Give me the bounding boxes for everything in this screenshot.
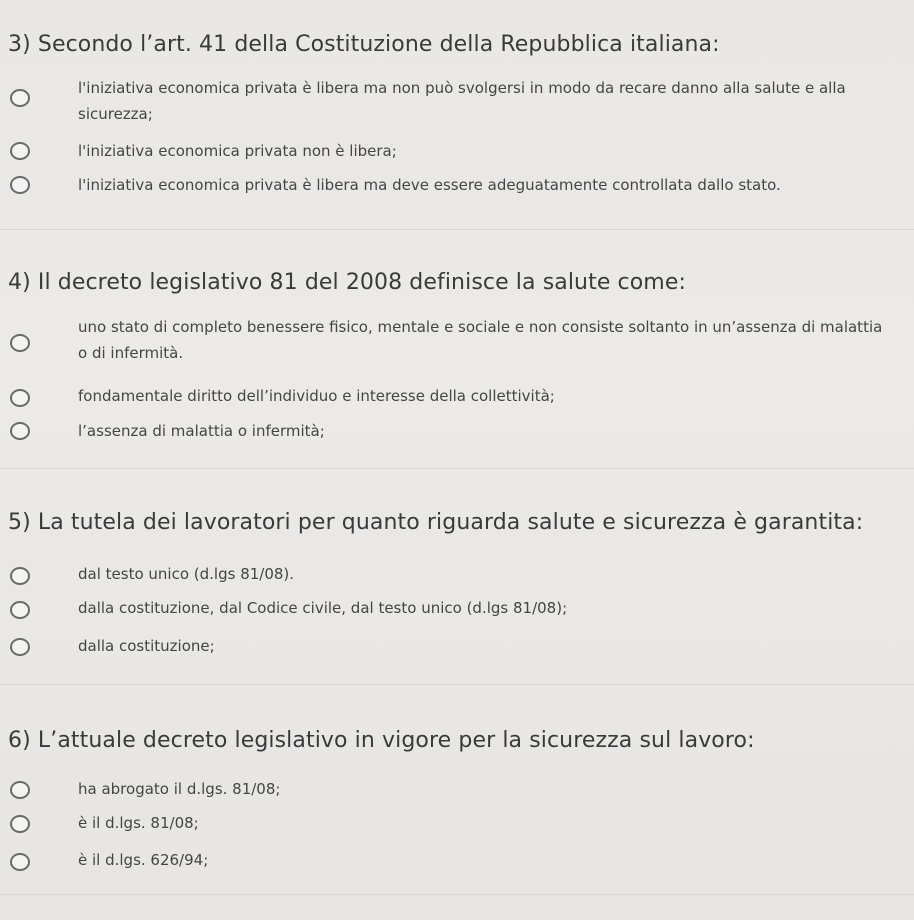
radio-button[interactable] (10, 142, 30, 160)
option-label: è il d.lgs. 81/08; (78, 814, 199, 832)
question-5-title: 5) La tutela dei lavoratori per quanto riguarda salute e sicurezza è garantita: (8, 510, 864, 535)
divider (0, 684, 914, 685)
option-label: dalla costituzione, dal Codice civile, dal testo unico (d.lgs 81/08); (78, 599, 568, 617)
option-label: è il d.lgs. 626/94; (78, 851, 209, 869)
radio-button[interactable] (10, 853, 30, 871)
radio-button[interactable] (10, 334, 30, 352)
option-label: l'iniziativa economica privata è libera ma deve essere adeguatamente controllata dallo stato. (78, 176, 781, 194)
option-label: dalla costituzione; (78, 637, 215, 655)
radio-button[interactable] (10, 567, 30, 585)
radio-button[interactable] (10, 781, 30, 799)
option-label: l'iniziativa economica privata è libera ma non può svolgersi in modo da recare danno alla salute e alla sicurezza; (78, 79, 846, 123)
divider (0, 894, 914, 895)
divider (0, 468, 914, 469)
radio-button[interactable] (10, 601, 30, 619)
question-4-title: 4) Il decreto legislativo 81 del 2008 definisce la salute come: (8, 270, 686, 295)
radio-button[interactable] (10, 422, 30, 440)
radio-button[interactable] (10, 389, 30, 407)
option-label: dal testo unico (d.lgs 81/08). (78, 565, 295, 583)
radio-button[interactable] (10, 89, 30, 107)
option-label: l'iniziativa economica privata non è libera; (78, 142, 397, 160)
divider (0, 229, 914, 230)
option-label: ha abrogato il d.lgs. 81/08; (78, 780, 281, 798)
option-label: uno stato di completo benessere fisico, mentale e sociale e non consiste soltanto in un’assenza di malattia o di infermità. (78, 318, 883, 362)
radio-button[interactable] (10, 815, 30, 833)
question-3-title: 3) Secondo l’art. 41 della Costituzione della Repubblica italiana: (8, 32, 720, 57)
radio-button[interactable] (10, 638, 30, 656)
question-6-title: 6) L’attuale decreto legislativo in vigore per la sicurezza sul lavoro: (8, 728, 755, 753)
option-label: fondamentale diritto dell’individuo e interesse della collettività; (78, 387, 555, 405)
option-label: l’assenza di malattia o infermità; (78, 422, 325, 440)
radio-button[interactable] (10, 176, 30, 194)
